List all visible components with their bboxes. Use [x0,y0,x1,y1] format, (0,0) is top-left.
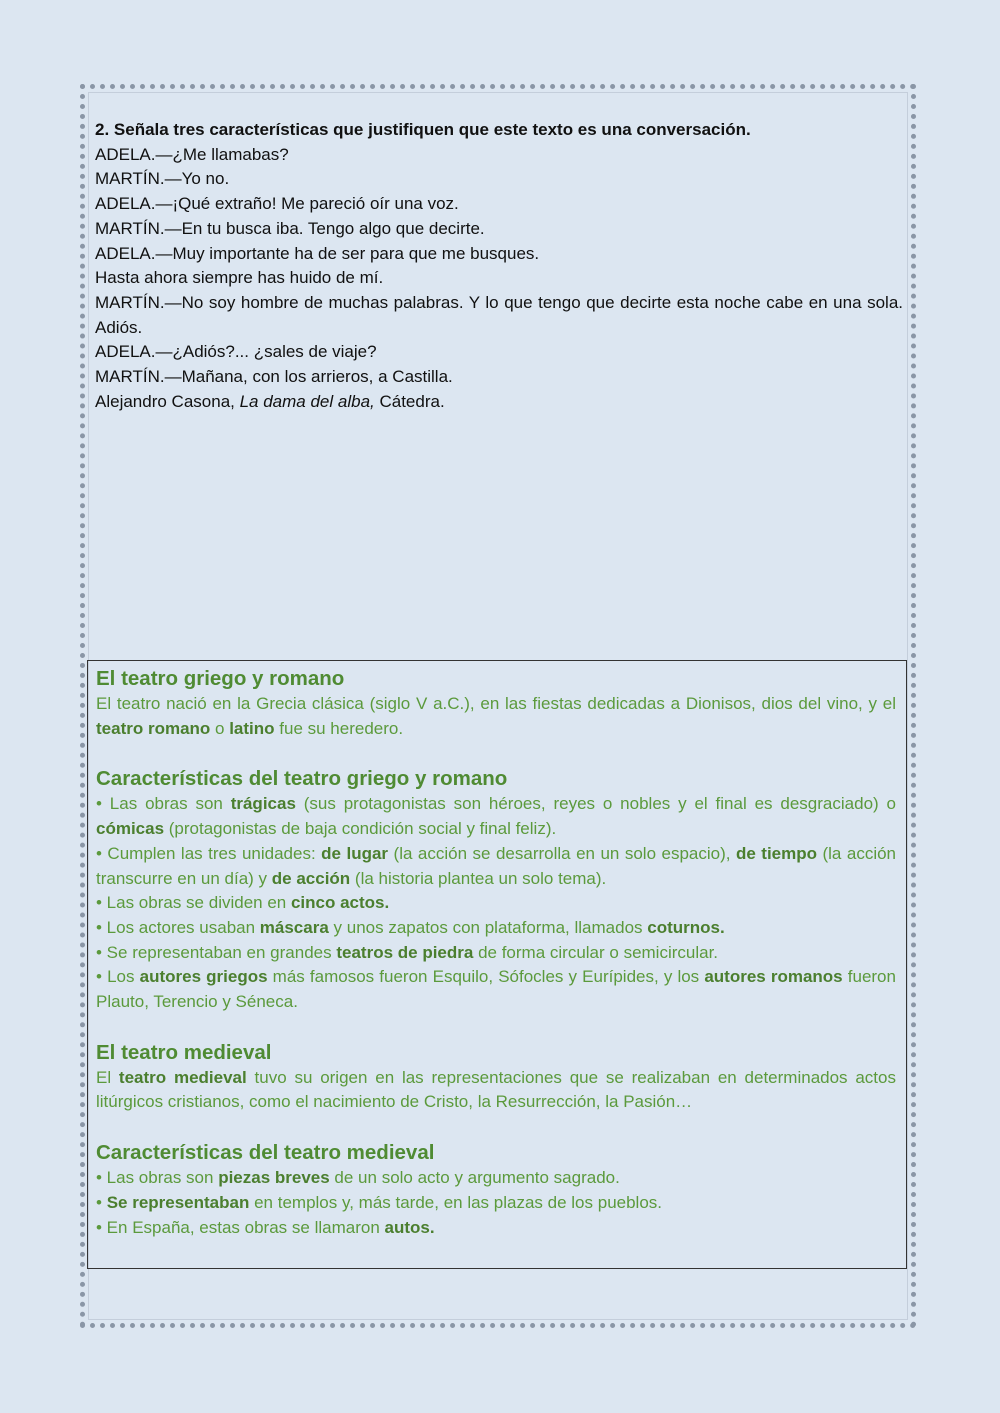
text: • Los [96,967,140,987]
dialogue-line: MARTÍN.—No soy hombre de muchas palabras. Y lo que tengo que decirte esta noche cabe en una sola. Adiós. [95,292,903,337]
bold-text: teatro medieval [118,1067,247,1087]
dialogue-line: ADELA.—¿Adiós?... ¿sales de viaje? [95,342,377,362]
greek-intro [96,692,896,741]
text: • Las obras son [96,1168,219,1188]
text: o [210,718,230,738]
bold-text: de tiempo [735,843,818,863]
text: fueron Plauto, Terencio y Séneca. [96,967,896,1012]
text: tuvo su origen en las representaciones que se realizaban en determinados actos litúrgicos cristianos, como el nacimiento de Cristo, la Resurrección, la Pasión… [96,1067,896,1112]
bold-text: piezas breves [218,1168,330,1188]
bullet-item [96,1191,896,1216]
bold-text: autores romanos [704,967,843,987]
dialogue-line: ADELA.—¿Me llamabas? [95,144,289,164]
dialogue-line: MARTÍN.—En tu busca iba. Tengo algo que decirte. [95,218,485,238]
medieval-intro [96,1066,896,1115]
source-citation [95,390,903,415]
theory-box [87,660,907,1269]
spacer [96,1115,896,1139]
bullet-item [96,842,896,891]
bold-text: máscara [259,917,329,937]
spacer [96,741,896,765]
bullet-item [96,941,896,966]
dialogue-line: ADELA.—¡Qué extraño! Me pareció oír una voz. [95,194,459,214]
text: • Los actores usaban [96,917,260,937]
text: fue su heredero. [274,718,404,738]
text: El teatro nació en la Grecia clásica (siglo V a.C.), en las fiestas dedicadas a Dionisos, dios del vino, y el [96,694,896,713]
text: • Las obras se dividen en [96,893,291,913]
bold-text: de acción [271,868,351,888]
text: en templos y, más tarde, en las plazas de los pueblos. [249,1192,663,1212]
bold-text: teatros de piedra [336,942,474,962]
text: (la acción se desarrolla en un solo espacio), [388,843,736,863]
source-work: La dama del alba, [239,391,375,411]
dialogue-line: MARTÍN.—Mañana, con los arrieros, a Castilla. [95,367,453,387]
text: • Cumplen las tres unidades: [96,843,322,863]
text: • En España, estas obras se llamaron [96,1217,385,1237]
text: • Se representaban en grandes [96,942,337,962]
section-heading-greek-characteristics: Características del teatro griego y romano [96,767,508,791]
bold-text: autos. [384,1217,435,1237]
section-heading-medieval: El teatro medieval [96,1040,272,1064]
dialogue-line: MARTÍN.—Yo no. [95,169,230,189]
dialogue-line: ADELA.—Muy importante ha de ser para que me busques. [95,243,540,263]
exercise-title: 2. Señala tres características que justifiquen que este texto es una conversación. [95,120,751,139]
bold-text: trágicas [230,794,296,814]
text: (sus protagonistas son héroes, reyes o nobles y el final es desgraciado) o [295,794,896,814]
bold-text: latino [229,718,275,738]
text: (la acción transcurre en un día) y [96,843,897,888]
source-author: Alejandro Casona, [95,391,240,411]
bold-text: cómicas [96,819,165,839]
bullet-item [96,792,896,841]
text: (protagonistas de baja condición social y final feliz). [164,819,557,839]
bullet-item [96,965,896,1014]
bullet-item [96,891,896,916]
bold-text: Se representaban [106,1192,250,1212]
bold-text: de lugar [321,843,389,863]
text: El [96,1067,119,1087]
exercise-block [95,118,903,414]
text: de un solo acto y argumento sagrado. [329,1168,620,1188]
bullet-item [96,1166,896,1191]
bullet-item [96,1216,896,1241]
text: • Las obras son [96,794,231,814]
bold-text: cinco actos. [290,893,390,913]
section-heading-medieval-characteristics: Características del teatro medieval [96,1141,435,1165]
text: de forma circular o semicircular. [473,942,719,962]
bold-text: teatro romano [96,718,211,738]
text: y unos zapatos con plataforma, llamados [328,917,648,937]
source-publisher: Cátedra. [374,391,445,411]
section-heading-greek: El teatro griego y romano [96,667,345,690]
text: (la historia plantea un solo tema). [350,868,607,888]
dialogue-line: Hasta ahora siempre has huido de mí. [95,268,384,288]
bullet-item [96,916,896,941]
bold-text: autores griegos [139,967,268,987]
bold-text: coturnos. [647,917,725,937]
text: • [96,1192,107,1212]
spacer [96,1015,896,1039]
text: más famosos fueron Esquilo, Sófocles y Eurípides, y los [267,967,705,987]
